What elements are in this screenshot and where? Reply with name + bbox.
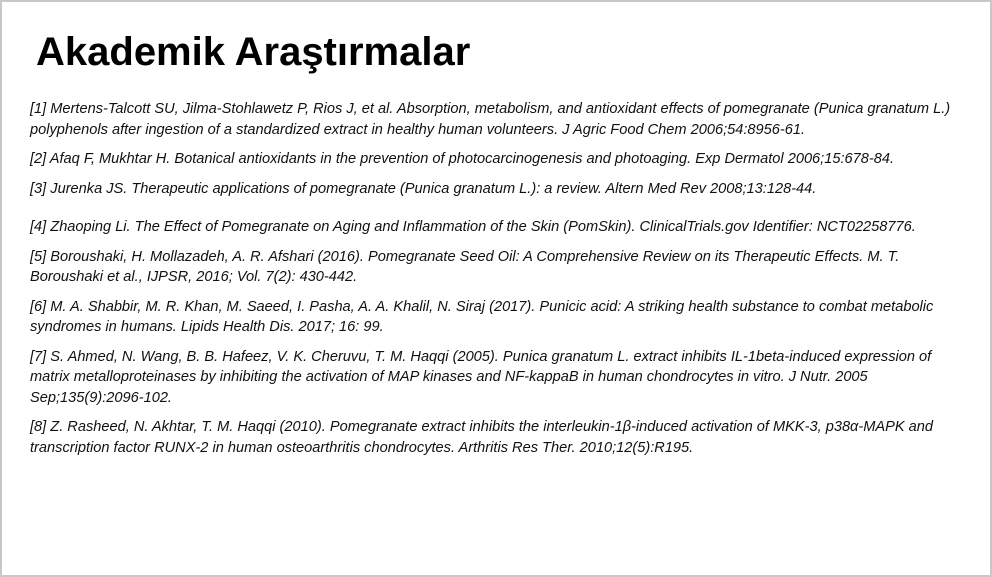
reference-item-6: [6] M. A. Shabbir, M. R. Khan, M. Saeed, I. Pasha, A. A. Khalil, N. Siraj (2017). Punicic acid: A striking health substance to combat metabolic syndromes in humans. Lipids Health Dis. 2017; 16: 99. (30, 298, 934, 335)
reference-list (30, 99, 955, 467)
reference-item-7: [7] S. Ahmed, N. Wang, B. B. Hafeez, V. K. Cheruvu, T. M. Haqqi (2005). Punica granatum L. extract inhibits IL-1beta-induced expression of matrix metalloproteinases by inhibiting the activation of MAP kinases and NF-kappaB in human chondrocytes in vitro. J Nutr. 2005 Sep;135(9):2096-102. (30, 348, 932, 406)
reference-item-1: [1] Mertens-Talcott SU, Jilma-Stohlawetz P, Rios J, et al. Absorption, metabolism, and antioxidant effects of pomegranate (Punica granatum L.) polyphenols after ingestion of a standardized extract in healthy human volunteers. J Agric Food Chem 2006;54:8956-61. (30, 101, 951, 138)
page-title: Akademik Araştırmalar (36, 30, 471, 74)
reference-item-3: [3] Jurenka JS. Therapeutic applications of pomegranate (Punica granatum L.): a review. Altern Med Rev 2008;13:128-44. (30, 180, 817, 197)
reference-item-5: [5] Boroushaki, H. Mollazadeh, A. R. Afshari (2016). Pomegranate Seed Oil: A Comprehensive Review on its Therapeutic Effects. M. T. Boroushaki et al., IJPSR, 2016; Vol. 7(2): 430-442. (30, 248, 900, 285)
reference-item-8: [8] Z. Rasheed, N. Akhtar, T. M. Haqqi (2010). Pomegranate extract inhibits the interleukin-1β-induced activation of MKK-3, p38α-MAPK and transcription factor RUNX-2 in human osteoarthritis chondrocytes. Arthritis Res Ther. 2010;12(5):R195. (30, 419, 934, 456)
reference-item-2: [2] Afaq F, Mukhtar H. Botanical antioxidants in the prevention of photocarcinogenesis and photoaging. Exp Dermatol 2006;15:678-84. (30, 151, 895, 167)
reference-item-4: [4] Zhaoping Li. The Effect of Pomegranate on Aging and Inflammation of the Skin (PomSkin). ClinicalTrials.gov Identifier: NCT02258776. (30, 219, 916, 235)
